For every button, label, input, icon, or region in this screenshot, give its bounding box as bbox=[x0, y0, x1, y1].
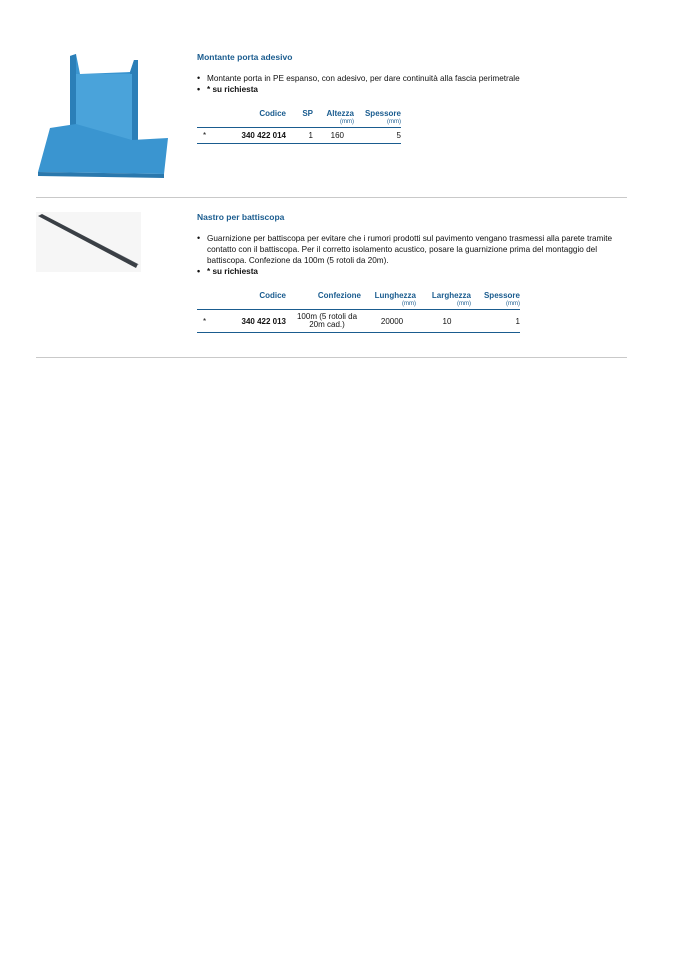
cell-spessore: 5 bbox=[354, 128, 401, 144]
product-table bbox=[197, 109, 401, 144]
header-lunghezza: Lunghezza bbox=[374, 291, 416, 300]
cell-codice: 340 422 014 bbox=[227, 128, 286, 144]
table-header-row bbox=[197, 109, 401, 118]
header-codice: Codice bbox=[259, 291, 286, 300]
on-request-note: • * su richiesta bbox=[197, 84, 637, 95]
product-details bbox=[197, 52, 637, 144]
cell-codice: 340 422 013 bbox=[227, 310, 286, 333]
product-section-montante bbox=[36, 48, 627, 188]
header-altezza: Altezza bbox=[326, 109, 354, 118]
skirting-strip-image bbox=[36, 212, 141, 272]
unit-lunghezza: (mm) bbox=[361, 300, 416, 310]
row-marker: * bbox=[197, 128, 227, 144]
header-sp: SP bbox=[302, 109, 313, 118]
cell-spessore: 1 bbox=[471, 310, 520, 333]
section-divider bbox=[36, 197, 627, 198]
cell-confezione: 100m (5 rotoli da 20m cad.) bbox=[286, 310, 361, 333]
product-description: • Montante porta in PE espanso, con adesivo, per dare continuità alla fascia perimetrale bbox=[197, 73, 637, 84]
table-row bbox=[197, 128, 401, 144]
header-confezione: Confezione bbox=[317, 291, 361, 300]
product-title: Montante porta adesivo bbox=[197, 52, 293, 62]
product-table bbox=[197, 291, 520, 333]
unit-altezza: (mm) bbox=[313, 118, 354, 128]
section-divider bbox=[36, 357, 627, 358]
header-codice: Codice bbox=[259, 109, 286, 118]
header-spessore: Spessore bbox=[364, 109, 401, 118]
unit-spessore: (mm) bbox=[354, 118, 401, 128]
cell-lunghezza: 20000 bbox=[361, 310, 416, 333]
table-units-row bbox=[197, 300, 520, 310]
row-marker: * bbox=[197, 310, 227, 333]
on-request-note: • * su richiesta bbox=[197, 266, 637, 277]
unit-larghezza: (mm) bbox=[416, 300, 471, 310]
product-details bbox=[197, 212, 637, 333]
door-jamb-image bbox=[36, 52, 171, 180]
header-larghezza: Larghezza bbox=[431, 291, 471, 300]
table-header-row bbox=[197, 291, 520, 300]
table-row bbox=[197, 310, 520, 333]
header-spessore: Spessore bbox=[483, 291, 520, 300]
product-title: Nastro per battiscopa bbox=[197, 212, 285, 222]
cell-larghezza: 10 bbox=[416, 310, 471, 333]
table-units-row bbox=[197, 118, 401, 128]
product-description: • Guarnizione per battiscopa per evitare che i rumori prodotti sul pavimento vengano trasmessi alla parete tramite contatto con il battiscopa. Per il corretto isolamento acustico, posare la guarnizione prima del montaggio del battiscopa. Confezione da 100m (5 rotoli da 20m). bbox=[197, 233, 632, 266]
unit-spessore: (mm) bbox=[471, 300, 520, 310]
product-section-nastro bbox=[36, 208, 627, 348]
cell-sp: 1 bbox=[286, 128, 313, 144]
cell-altezza: 160 bbox=[313, 128, 354, 144]
